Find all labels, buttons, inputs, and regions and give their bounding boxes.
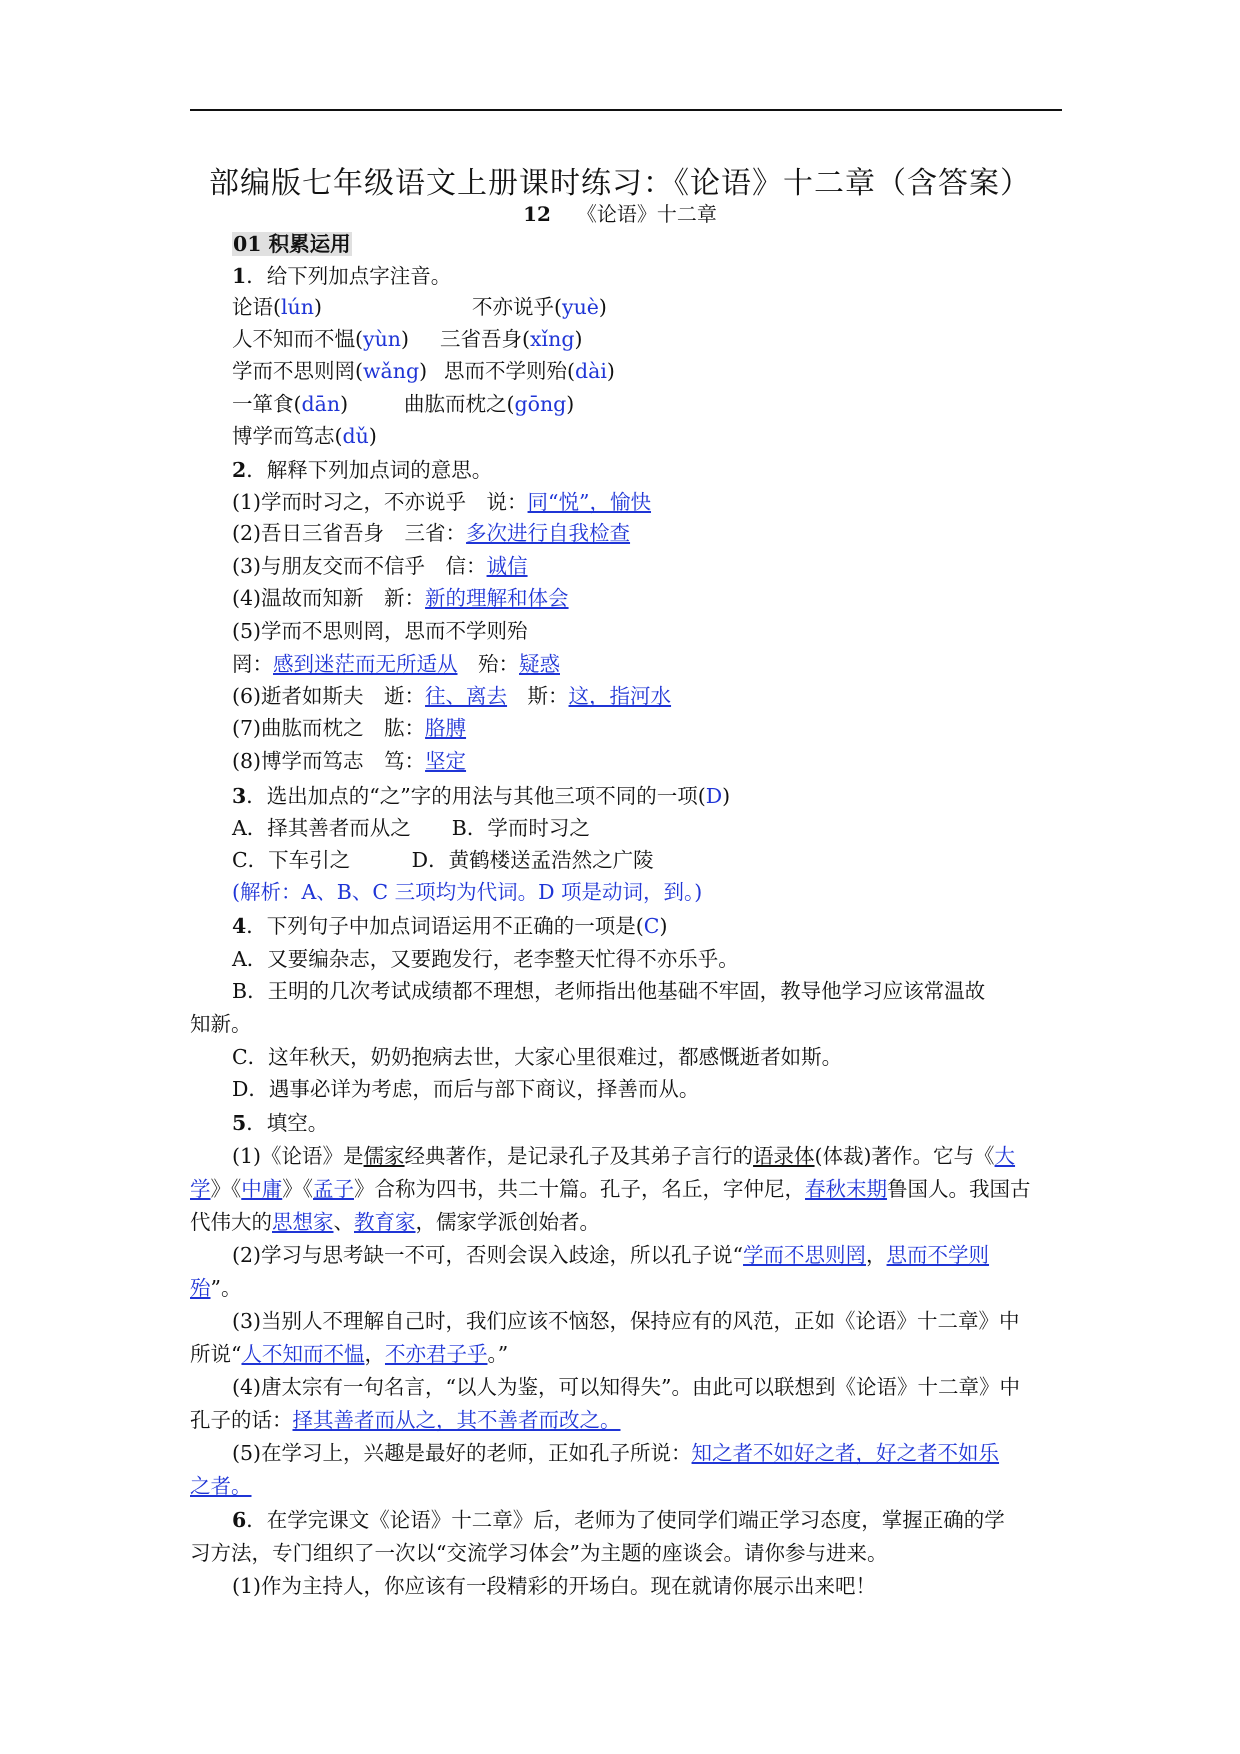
pinyin-row-1 xyxy=(232,293,607,321)
q4-option-b: B．王明的几次考试成绩都不理想，老师指出他基础不牢固，教导他学习应该常温故 xyxy=(232,979,986,1003)
q5-para-4: (2)学习与思考缺一不可，否则会误入歧途，所以孔子说“学而不思则罔，思而不学则 xyxy=(232,1243,990,1267)
answer-text: 多次进行自我检查 xyxy=(466,521,631,545)
question-number: 2 xyxy=(232,458,247,482)
pinyin-item: 人不知而不愠(yùn) xyxy=(232,327,409,351)
q2-line-6: 罔：感到迷茫而无所适从 殆：疑惑 xyxy=(232,652,560,676)
lesson-subtitle xyxy=(0,198,1240,227)
q2-line-3: (3)与朋友交而不信乎 信：诚信 xyxy=(232,554,528,578)
pinyin-item: 曲肱而枕之(gōng) xyxy=(404,392,575,416)
q5-para-6: (3)当别人不理解自己时，我们应该不恼怒，保持应有的风范，正如《论语》十二章》中 xyxy=(232,1309,1020,1333)
question-6-stem: 6．在学完课文《论语》十二章》后，老师为了使同学们端正学习态度，掌握正确的学 xyxy=(232,1508,1005,1532)
answer-text: 往、离去 xyxy=(425,684,508,708)
q4-option-a: A．又要编杂志，又要跑发行，老李整天忙得不亦乐乎。 xyxy=(232,947,739,971)
q6-line-3: (1)作为主持人，你应该有一段精彩的开场白。现在就请你展示出来吧！ xyxy=(232,1574,877,1598)
answer-text: 这，指河水 xyxy=(568,684,672,708)
answer-text: 坚定 xyxy=(425,749,467,773)
question-1-stem xyxy=(232,262,451,290)
q5-para-8: (4)唐太宗有一句名言，“以人为鉴，可以知得失”。由此可以联想到《论语》十二章》中 xyxy=(232,1375,1020,1399)
section-label: 01 积累运用 xyxy=(233,232,351,256)
q2-line-9: (8)博学而笃志 笃：坚定 xyxy=(232,749,467,773)
q5-para-2: 学》《中庸》《孟子》合称为四书，共二十篇。孔子，名丘，字仲尼，春秋末期鲁国人。我国古 xyxy=(190,1177,1031,1201)
q4-option-b-cont: 知新。 xyxy=(190,1012,252,1036)
question-text: ．解释下列加点词的意思。 xyxy=(246,458,493,482)
pinyin-row-3 xyxy=(232,357,615,385)
q5-para-3: 代伟大的思想家、教育家，儒家学派创始者。 xyxy=(190,1210,600,1234)
answer-text: 感到迷茫而无所适从 xyxy=(273,652,458,676)
q2-line-5: (5)学而不思则罔，思而不学则殆 xyxy=(232,619,528,643)
q2-line-2: (2)吾日三省吾身 三省：多次进行自我检查 xyxy=(232,521,631,545)
lesson-name: 《论语》十二章 xyxy=(576,202,717,226)
q3-options-ab: A．择其善者而从之 B．学而时习之 xyxy=(232,816,590,840)
q5-para-10: (5)在学习上，兴趣是最好的老师，正如孔子所说：知之者不如好之者，好之者不如乐 xyxy=(232,1441,1000,1465)
q5-para-7: 所说“人不知而不愠，不亦君子乎。” xyxy=(190,1342,509,1366)
pinyin-item: 学而不思则罔(wǎng) xyxy=(232,359,428,383)
answer-text: 新的理解和体会 xyxy=(425,586,569,610)
q2-line-4: (4)温故而知新 新：新的理解和体会 xyxy=(232,586,569,610)
answer-choice: C xyxy=(643,914,660,938)
pinyin-item: 博学而笃志(dǔ) xyxy=(232,424,377,448)
pinyin-row-2 xyxy=(232,325,583,353)
pinyin-row-5 xyxy=(232,422,377,450)
question-5-stem: 5．填空。 xyxy=(232,1111,329,1135)
question-number: 4 xyxy=(232,914,247,938)
question-number: 3 xyxy=(232,784,247,808)
q6-line-2: 习方法，专门组织了一次以“交流学习体会”为主题的座谈会。请你参与进来。 xyxy=(190,1541,888,1565)
q5-para-11: 之者。 xyxy=(190,1474,252,1498)
q2-line-8: (7)曲肱而枕之 肱：胳膊 xyxy=(232,716,467,740)
pinyin-item: 思而不学则殆(dài) xyxy=(444,359,615,383)
question-text: ．给下列加点字注音。 xyxy=(246,264,452,288)
q2-line-1: (1)学而时习之，不亦说乎 说：同“悦”，愉快 xyxy=(232,490,652,514)
question-4-stem: 4．下列句子中加点词语运用不正确的一项是(C) xyxy=(232,914,668,938)
q4-option-c: C．这年秋天，奶奶抱病去世，大家心里很难过，都感慨逝者如斯。 xyxy=(232,1045,843,1069)
q3-analysis: (解析：A、B、C 三项均为代词。D 项是动词，到。) xyxy=(232,880,703,904)
pinyin-row-4 xyxy=(232,390,575,418)
question-number: 6 xyxy=(232,1508,247,1532)
page-title: 部编版七年级语文上册课时练习：《论语》十二章（含答案） xyxy=(209,166,1031,201)
question-number: 1 xyxy=(232,264,247,288)
answer-text: 诚信 xyxy=(486,554,528,578)
section-heading xyxy=(232,230,352,258)
q3-options-cd: C．下车引之 D．黄鹤楼送孟浩然之广陵 xyxy=(232,848,654,872)
q2-line-7: (6)逝者如斯夫 逝：往、离去 斯：这，指河水 xyxy=(232,684,672,708)
q5-para-9: 孔子的话：择其善者而从之，其不善者而改之。 xyxy=(190,1408,621,1432)
pinyin-item: 一箪食(dān) xyxy=(232,392,349,416)
header-rule xyxy=(190,109,1062,111)
pinyin-item: 三省吾身(xǐng) xyxy=(440,327,583,351)
q5-para-5: 殆”。 xyxy=(190,1276,242,1300)
lesson-number: 12 xyxy=(523,202,551,226)
question-3-stem: 3．选出加点的“之”字的用法与其他三项不同的一项(D) xyxy=(232,784,731,808)
answer-choice: D xyxy=(705,784,723,808)
pinyin-item: 不亦说乎(yuè) xyxy=(472,295,607,319)
answer-text: 同“悦”，愉快 xyxy=(527,490,652,514)
q5-para-1: (1)《论语》是儒家经典著作，是记录孔子及其弟子言行的语录体(体裁)著作。它与《大 xyxy=(232,1144,1016,1168)
answer-text: 疑惑 xyxy=(519,652,560,676)
question-number: 5 xyxy=(232,1111,247,1135)
question-2-stem xyxy=(232,456,492,484)
answer-text: 胳膊 xyxy=(425,716,467,740)
q4-option-d: D．遇事必详为考虑，而后与部下商议，择善而从。 xyxy=(232,1077,700,1101)
pinyin-item: 论语(lún) xyxy=(232,295,322,319)
